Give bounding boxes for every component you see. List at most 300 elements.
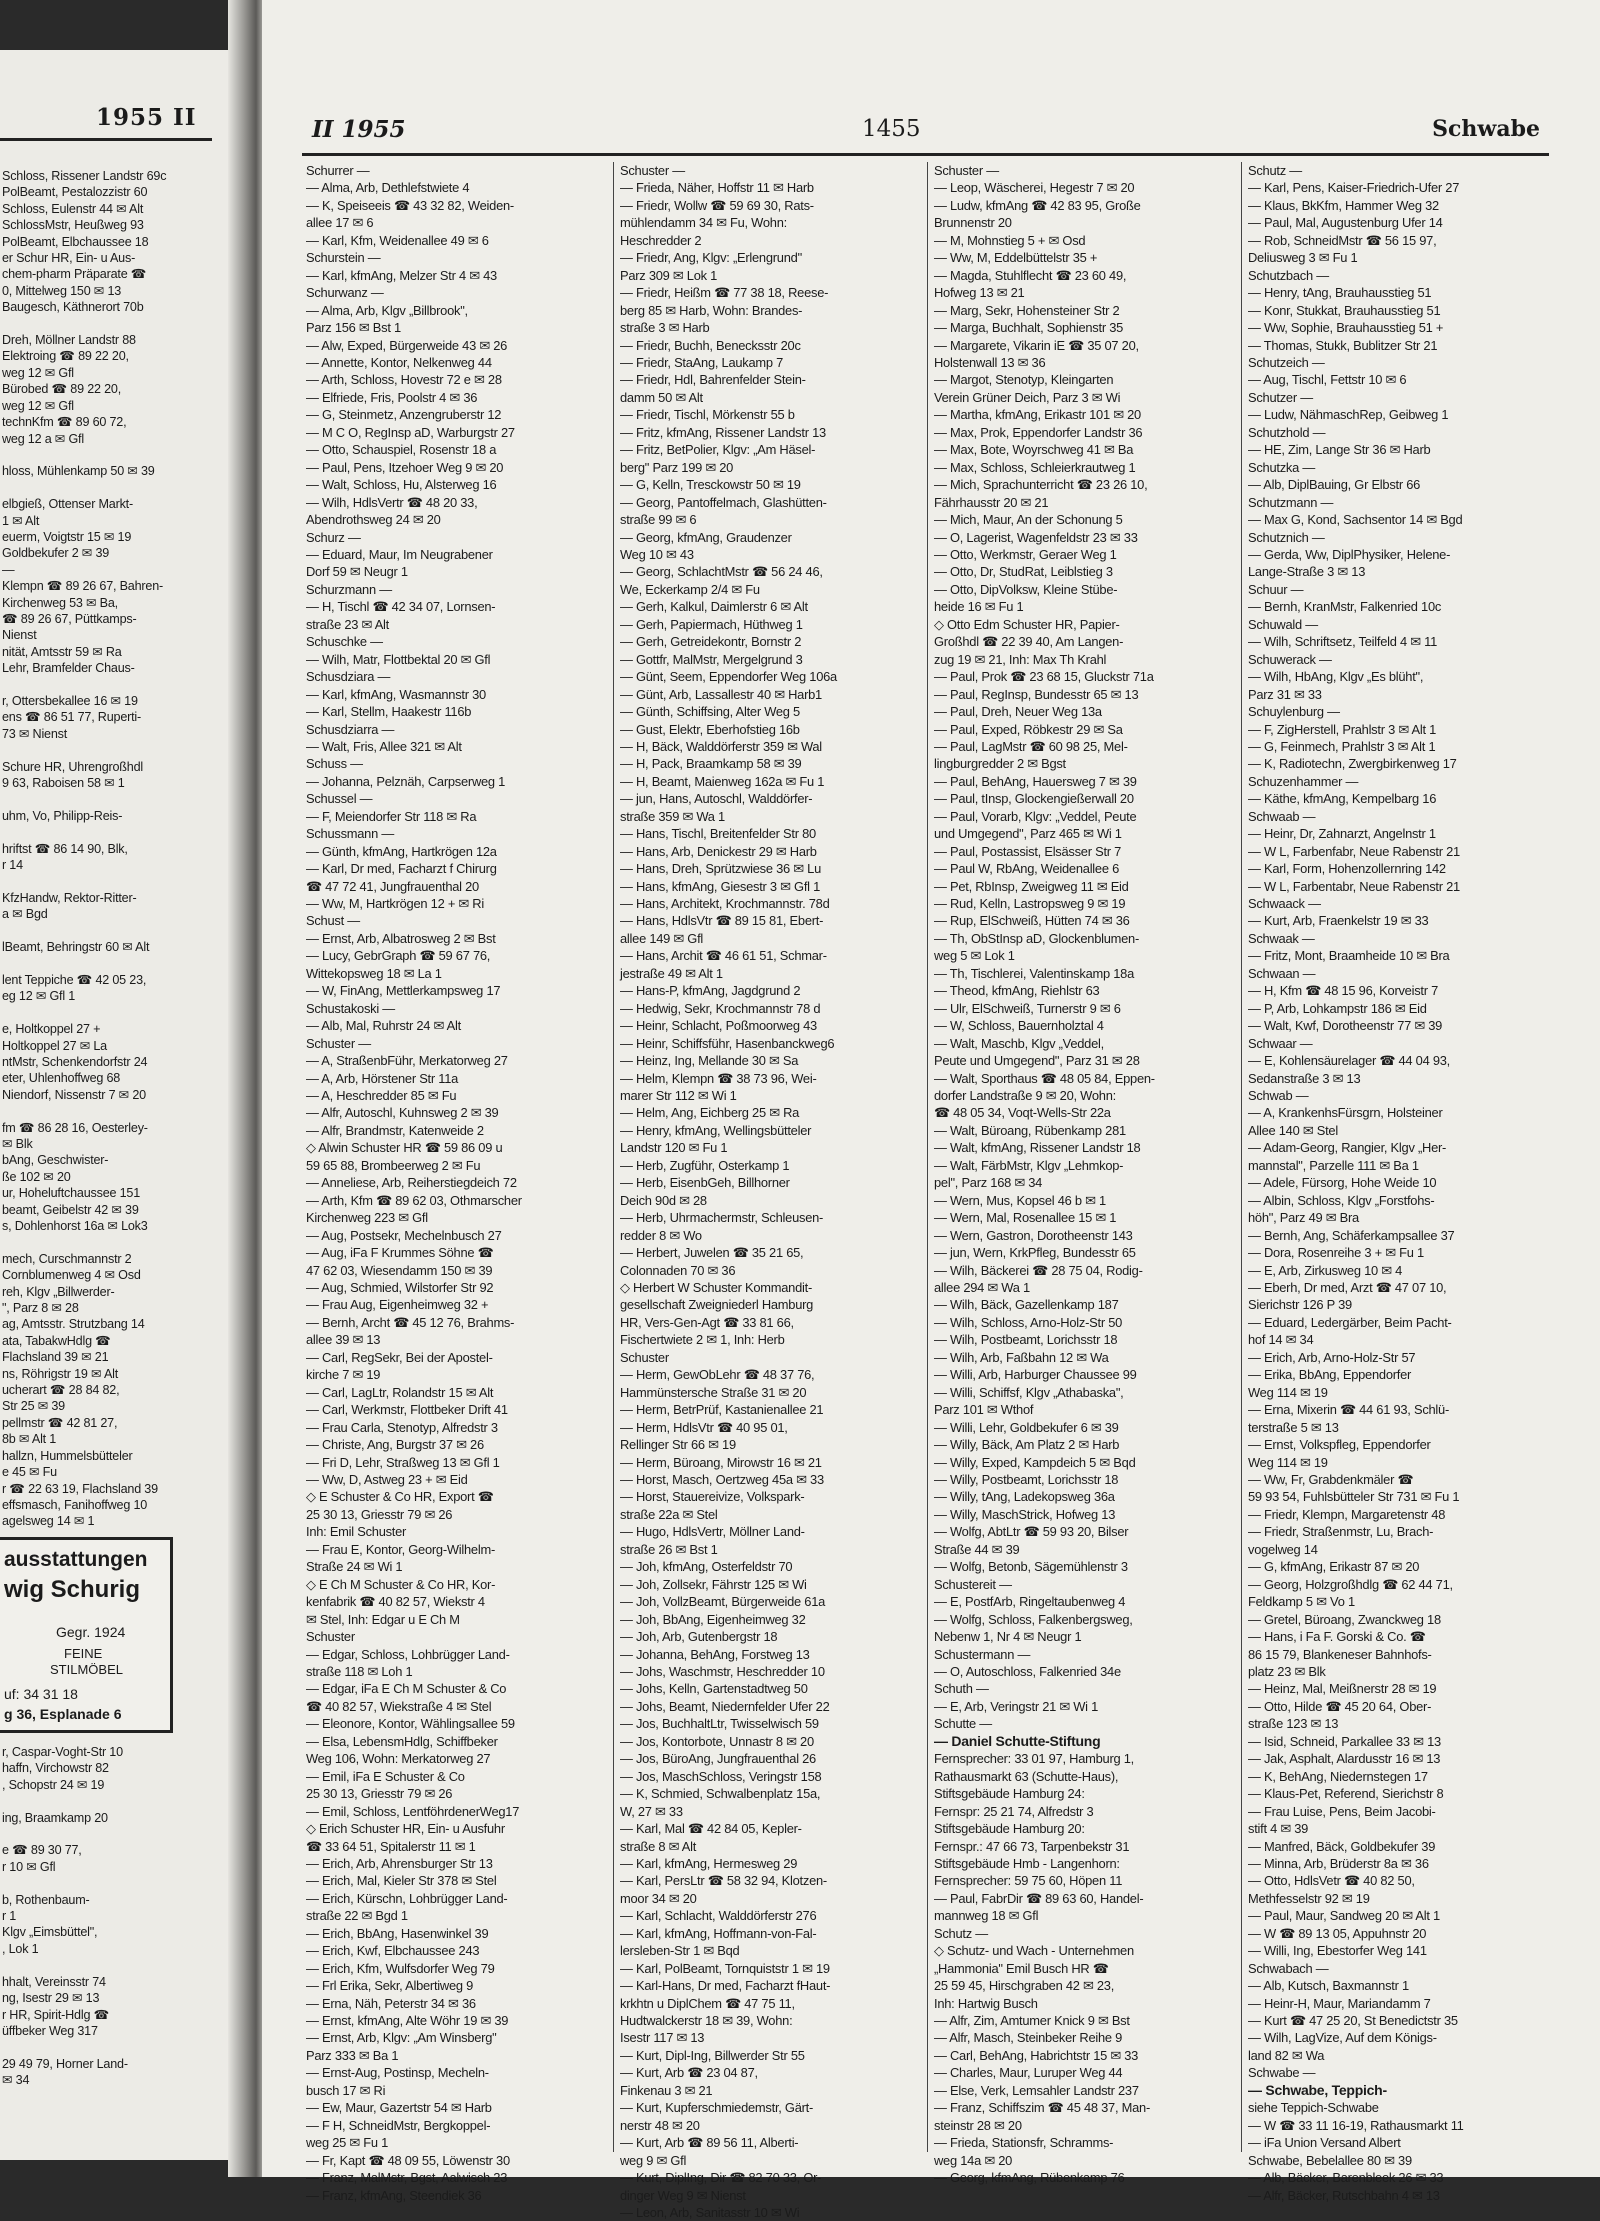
directory-entry-line: — Klaus-Pet, Referend, Sierichstr 8 — [1248, 1786, 1444, 1802]
directory-entry-line: ng, Isestr 29 ✉ 13 — [2, 1991, 100, 2006]
directory-entry-line: — Herbert, Juwelen ☎ 35 21 65, — [620, 1245, 804, 1261]
ad-line: ausstattungen — [4, 1548, 148, 1571]
directory-entry-line: Nebenw 1, Nr 4 ✉ Neugr 1 — [934, 1629, 1082, 1645]
directory-entry-line — [2, 1234, 218, 1250]
directory-entry-line: fm ☎ 86 28 16, Oesterley- — [2, 1120, 148, 1135]
directory-entry-line: Niendorf, Nissenstr 7 ✉ 20 — [2, 1087, 146, 1102]
directory-entry-line: Schuster — — [620, 163, 685, 178]
directory-entry-line: — Karl, Form, Hohenzollernring 142 — [1248, 861, 1446, 877]
directory-entry-line: e, Holtkoppel 27 + — [2, 1022, 101, 1037]
directory-entry-line: Schuth — — [934, 1681, 989, 1697]
directory-entry-line: — Karl, Mal ☎ 42 84 05, Kepler- — [620, 1821, 802, 1837]
directory-entry-line: dinger Weg 9 ✉ Nienst — [620, 2187, 746, 2203]
directory-entry-line: — Georg, Holzgroßhdlg ☎ 62 44 71, — [1248, 1576, 1453, 1592]
directory-entry-line: damm 50 ✉ Alt — [620, 389, 703, 405]
directory-entry-line: — K, Schmied, Schwalbenplatz 15a, — [620, 1786, 821, 1802]
directory-entry-line: — Ernst, Arb, Albatrosweg 2 ✉ Bst — [306, 930, 496, 946]
directory-entry-line: Schusdziarra — — [306, 721, 395, 737]
directory-entry-line: , Lok 1 — [2, 1941, 39, 1956]
directory-entry-line: nität, Amtsstr 59 ✉ Ra — [2, 644, 122, 659]
directory-entry-line: — Karl, Kfm, Weidenallee 49 ✉ 6 — [306, 232, 489, 248]
directory-entry-line: — Carl, Werkmstr, Flottbeker Drift 41 — [306, 1402, 508, 1418]
directory-entry-line: — Max, Bote, Woyrschweg 41 ✉ Ba — [934, 442, 1134, 458]
directory-entry-line: — Heinr, Schlacht, Poßmoorweg 43 — [620, 1018, 817, 1034]
directory-entry-line: — F, Meiendorfer Str 118 ✉ Ra — [306, 808, 477, 824]
directory-entry-line: — Willy, Postbeamt, Lorichsstr 18 — [934, 1471, 1119, 1487]
directory-entry-line: — Paul, Mal, Augustenburg Ufer 14 — [1248, 215, 1443, 231]
directory-entry-line: , Schopstr 24 ✉ 19 — [2, 1777, 105, 1792]
directory-entry-line: 29 49 79, Horner Land- — [2, 2056, 128, 2071]
directory-entry-line: — Max, Schloss, Schleierkrautweg 1 — [934, 459, 1136, 475]
directory-entry-line: Schuzenhammer — — [1248, 773, 1359, 789]
directory-entry-line: — H, Bäck, Walddörferstr 359 ✉ Wal — [620, 738, 822, 754]
directory-entry-line: — Henry, tAng, Brauhausstieg 51 — [1248, 285, 1432, 301]
directory-entry-line: Fernspr: 25 21 74, Alfredstr 3 — [934, 1803, 1094, 1819]
directory-entry-line: — Wilh, Arb, Faßbahn 12 ✉ Wa — [934, 1349, 1109, 1365]
directory-entry-line: — F H, SchneidMstr, Bergkoppel- — [306, 2117, 491, 2133]
directory-entry-line: — Fritz, BetPolier, Klgv: „Am Häsel- — [620, 442, 816, 458]
directory-entry-line: — Paul W, RbAng, Weidenallee 6 — [934, 861, 1120, 877]
directory-entry-line: weg 12 a ✉ Gfl — [2, 431, 84, 446]
directory-entry-line: — K, Radiotechn, Zwergbirkenweg 17 — [1248, 756, 1457, 772]
directory-entry-line: — Jos, BuchhaltLtr, Twisselwisch 59 — [620, 1716, 819, 1732]
directory-entry-line: pel", Parz 168 ✉ 34 — [934, 1175, 1043, 1191]
directory-entry-line: KfzHandw, Rektor-Ritter- — [2, 890, 137, 905]
directory-entry-line: — Fri D, Lehr, Straßweg 13 ✉ Gfl 1 — [306, 1454, 500, 1470]
directory-entry-line: — jun, Hans, Autoschl, Walddörfer- — [620, 791, 813, 807]
directory-entry-line: — Paul, LagMstr ☎ 60 98 25, Mel- — [934, 738, 1128, 754]
directory-entry-line: — Walt, Sporthaus ☎ 48 05 84, Eppen- — [934, 1070, 1155, 1086]
directory-entry-line: — Albin, Schloss, Klgv „Forstfohs- — [1248, 1192, 1435, 1208]
directory-entry-line: — Franz, kfmAng, Steendiek 36 — [306, 2187, 482, 2203]
directory-entry-line — [2, 480, 218, 496]
directory-columns — [302, 162, 1552, 2221]
directory-entry-line: — Franz, Schiffszim ☎ 45 48 37, Man- — [934, 2100, 1151, 2116]
directory-entry-line: — Adam-Georg, Rangier, Klgv „Her- — [1248, 1140, 1447, 1156]
directory-entry-line: — H, Pack, Braamkamp 58 ✉ 39 — [620, 756, 802, 772]
directory-entry-line: — Elsa, LebensmHdlg, Schiffbeker — [306, 1733, 498, 1749]
directory-entry-line: — Kurt, Dipl-Ing, Billwerder Str 55 — [620, 2047, 805, 2063]
directory-entry-line: Schwabach — — [1248, 1960, 1329, 1976]
directory-entry-line: — Hans, Architekt, Krochmannstr. 78d — [620, 896, 830, 912]
directory-entry-line: — Otto, HdlsVetr ☎ 40 82 50, — [1248, 1873, 1415, 1889]
directory-entry-line: berg" Parz 199 ✉ 20 — [620, 459, 734, 475]
directory-entry-line: r HR, Spirit-Hdlg ☎ — [2, 2007, 110, 2022]
directory-entry-line: — Kurt, Arb ☎ 89 56 11, Alberti- — [620, 2135, 799, 2151]
directory-entry-line: — Karl-Hans, Dr med, Facharzt fHaut- — [620, 1978, 831, 1994]
directory-entry-line: elbgieß, Ottenser Markt- — [2, 497, 133, 512]
directory-entry-line: — Gust, Elektr, Eberhofstieg 16b — [620, 721, 800, 737]
directory-entry-line: — Günt, Seem, Eppendorfer Weg 106a — [620, 669, 837, 685]
directory-column-3 — [934, 162, 1232, 2186]
directory-entry-line: — Erich, Arb, Arno-Holz-Str 57 — [1248, 1349, 1416, 1365]
directory-entry-line: Schutzhold — — [1248, 424, 1326, 440]
directory-entry-line: — Jos, Kontorbote, Unnastr 8 ✉ 20 — [620, 1733, 814, 1749]
directory-entry-line: — Walt, Maschb, Klgv „Veddel, — [934, 1035, 1104, 1051]
directory-page — [262, 0, 1600, 2221]
directory-entry-line: mühlendamm 34 ✉ Fu, Wohn: — [620, 215, 787, 231]
directory-entry-line — [2, 791, 218, 807]
page-number: 1455 — [862, 116, 921, 142]
directory-entry-line: — Ludw, kfmAng ☎ 42 83 95, Große — [934, 197, 1141, 213]
directory-entry-line: — Paul, Postassist, Elsässer Str 7 — [934, 843, 1122, 859]
directory-entry-line: — Erich, Arb, Ahrensburger Str 13 — [306, 1855, 493, 1871]
directory-entry-line: — Friedr, Klempn, Margaretenstr 48 — [1248, 1506, 1446, 1522]
directory-entry-line: — Aug, Schmied, Wilstorfer Str 92 — [306, 1280, 494, 1295]
directory-entry-line: Str 25 ✉ 39 — [2, 1399, 65, 1414]
directory-entry-line: — H, Tischl ☎ 42 34 07, Lornsen- — [306, 599, 496, 615]
directory-entry-line: Landstr 120 ✉ Fu 1 — [620, 1140, 728, 1156]
directory-entry-line: — Hans, kfmAng, Giesestr 3 ✉ Gfl 1 — [620, 878, 821, 894]
directory-entry-line: Elektroing ☎ 89 22 20, — [2, 349, 129, 364]
directory-entry-line: Schuschke — — [306, 634, 383, 650]
directory-entry-line: 1 ✉ Alt — [2, 513, 40, 528]
directory-entry-line: — Alb, Bäcker, Barenbleek 26 ✉ 33 — [1248, 2170, 1444, 2186]
directory-entry-line: Straße 44 ✉ 39 — [934, 1541, 1020, 1557]
directory-entry-line: — Johanna, BehAng, Forstweg 13 — [620, 1646, 810, 1662]
directory-entry-line: — Gottfr, MalMstr, Mergelgrund 3 — [620, 651, 803, 667]
directory-entry-line: b, Rothenbaum- — [2, 1892, 90, 1907]
directory-entry-line — [2, 1005, 218, 1021]
directory-entry-line: r, Ottersbekallee 16 ✉ 19 — [2, 694, 138, 708]
directory-entry-line: — Aug, Tischl, Fettstr 10 ✉ 6 — [1248, 372, 1407, 388]
directory-entry-line: — Joh, Arb, Gutenbergstr 18 — [620, 1629, 778, 1645]
directory-entry-line: Holtkoppel 27 ✉ La — [2, 1038, 107, 1053]
directory-entry-line: Schutte — — [934, 1716, 992, 1732]
directory-entry-line: Schuylenburg — — [1248, 704, 1340, 720]
directory-entry-line: allee 17 ✉ 6 — [306, 215, 374, 231]
directory-entry-line: — Carl, LagLtr, Rolandstr 15 ✉ Alt — [306, 1384, 494, 1400]
directory-entry-line: — Jak, Asphalt, Alardusstr 16 ✉ 13 — [1248, 1751, 1441, 1767]
directory-entry-line: — Dora, Rosenreihe 3 + ✉ Fu 1 — [1248, 1245, 1424, 1261]
directory-entry-line: Nienst — [2, 628, 37, 643]
directory-entry-line: — Friedr, Wollw ☎ 59 69 30, Rats- — [620, 197, 814, 213]
directory-entry-line: lersleben-Str 1 ✉ Bqd — [620, 1943, 740, 1959]
directory-entry-line: Cornblumenweg 4 ✉ Osd — [2, 1268, 141, 1283]
directory-entry-line: Weg 10 ✉ 43 — [620, 546, 694, 562]
directory-entry-line: — Wern, Gastron, Dorotheenstr 143 — [934, 1227, 1133, 1243]
directory-entry-line: — Daniel Schutte-Stiftung — [934, 1732, 1101, 1749]
directory-entry-line: — Günt, Arb, Lassallestr 40 ✉ Harb1 — [620, 686, 822, 702]
directory-entry-line: allee 39 ✉ 13 — [306, 1332, 381, 1348]
directory-entry-line: ", Parz 8 ✉ 28 — [2, 1301, 79, 1316]
directory-entry-line: — Magda, Stuhlflecht ☎ 23 60 49, — [934, 267, 1127, 283]
directory-entry-line: — Henry, kfmAng, Wellingsbütteler — [620, 1122, 812, 1138]
directory-entry-line: — Ww, Fr, Grabdenkmäler ☎ — [1248, 1471, 1414, 1487]
directory-entry-line: — Fr, Kapt ☎ 48 09 55, Löwenstr 30 — [306, 2152, 510, 2168]
directory-entry-line: ing, Braamkamp 20 — [2, 1810, 108, 1825]
directory-entry-line: — Fritz, Mont, Braamheide 10 ✉ Bra — [1248, 948, 1450, 964]
directory-entry-line: — Karl, kfmAng, Wasmannstr 30 — [306, 686, 486, 702]
directory-entry-line: busch 17 ✉ Ri — [306, 2082, 386, 2098]
directory-entry-line: — Wilh, LagVize, Auf dem Königs- — [1248, 2030, 1437, 2046]
directory-entry-line: ◇ Herbert W Schuster Kommandit- — [620, 1280, 812, 1295]
directory-entry-line: hallzn, Hummelsbütteler — [2, 1448, 133, 1463]
directory-entry-line: Schwaan — — [1248, 965, 1316, 981]
directory-entry-line: — Erna, Näh, Peterstr 34 ✉ 36 — [306, 1995, 476, 2011]
directory-entry-line: PolBeamt, Elbchaussee 18 — [2, 234, 149, 249]
directory-entry-line: — W ☎ 89 13 05, Appuhnstr 20 — [1248, 1925, 1427, 1941]
directory-entry-line: marer Str 112 ✉ Wi 1 — [620, 1088, 737, 1104]
directory-entry-line: gesellschaft Zweigniederl Hamburg — [620, 1297, 814, 1313]
directory-entry-line: — Max, Prok, Eppendorfer Landstr 36 — [934, 424, 1143, 440]
directory-entry-line: Schustermann — — [934, 1646, 1031, 1662]
directory-entry-line: — Horst, Masch, Oertzweg 45a ✉ 33 — [620, 1471, 824, 1487]
directory-entry-line: Schustakoski — — [306, 1000, 395, 1016]
directory-entry-line: — E, Kohlensäurelager ☎ 44 04 93, — [1248, 1053, 1451, 1069]
directory-entry-line: — iFa Union Versand Albert — [1248, 2135, 1401, 2151]
directory-column-4 — [1248, 162, 1546, 2203]
directory-entry-line: — Mich, Sprachunterricht ☎ 23 26 10, — [934, 477, 1148, 493]
directory-entry-line: — Willi, Ing, Ebestorfer Weg 141 — [1248, 1943, 1427, 1959]
directory-entry-line: haffn, Virchowstr 82 — [2, 1761, 109, 1776]
directory-entry-line: — Friedr, StaAng, Laukamp 7 — [620, 354, 784, 370]
directory-entry-line: — Gerh, Papiermach, Hüthweg 1 — [620, 616, 803, 632]
directory-entry-line: — Frieda, Näher, Hoffstr 11 ✉ Harb — [620, 180, 814, 196]
directory-entry-line: Schuwerack — — [1248, 651, 1332, 667]
facing-page-rule — [0, 138, 212, 141]
directory-entry-line: — Kurt, Arb ☎ 23 04 87, — [620, 2065, 758, 2081]
directory-entry-line: — Willi, Schiffsf, Klgv „Athabaska", — [934, 1384, 1124, 1400]
directory-entry-line: — A, KrankenhsFürsgrn, Holsteiner — [1248, 1105, 1443, 1121]
directory-entry-line: — Leop, Wäscherei, Hegestr 7 ✉ 20 — [934, 180, 1135, 196]
directory-entry-line: — Karl, Pens, Kaiser-Friedrich-Ufer 27 — [1248, 180, 1460, 196]
directory-entry-line: — Wilh, HdlsVertr ☎ 48 20 33, — [306, 494, 478, 510]
directory-entry-line: Schutzka — — [1248, 459, 1315, 475]
directory-entry-line: Lange-Straße 3 ✉ 13 — [1248, 564, 1366, 580]
directory-entry-line: Brunnenstr 20 — [934, 215, 1012, 231]
directory-entry-line: Straße 24 ✉ Wi 1 — [306, 1559, 403, 1575]
directory-entry-line: Weg 106, Wohn: Merkatorweg 27 — [306, 1751, 491, 1767]
directory-entry-line: — Lucy, GebrGraph ☎ 59 67 76, — [306, 948, 491, 964]
directory-entry-line: — Wilh, Matr, Flottbektal 20 ✉ Gfl — [306, 651, 491, 667]
directory-entry-line: straße 359 ✉ Wa 1 — [620, 808, 725, 824]
directory-entry-line: — Georg, SchlachtMstr ☎ 56 24 46, — [620, 564, 823, 580]
directory-entry-line: siehe Teppich-Schwabe — [1248, 2100, 1379, 2116]
directory-entry-line: Schurrer — — [306, 163, 370, 178]
directory-entry-line: land 82 ✉ Wa — [1248, 2047, 1325, 2063]
directory-entry-line: ✉ Stel, Inh: Edgar u E Ch M — [306, 1611, 460, 1627]
directory-entry-line: — Anneliese, Arb, Reiherstiegdeich 72 — [306, 1175, 517, 1191]
ad-line: Gegr. 1924 — [56, 1624, 126, 1640]
directory-entry-line: terstraße 5 ✉ 13 — [1248, 1419, 1339, 1435]
directory-entry-line: ucherart ☎ 28 84 82, — [2, 1383, 120, 1398]
directory-entry-line: — Ernst, Volkspfleg, Eppendorfer — [1248, 1437, 1431, 1453]
directory-entry-line: — W L, Farbentabr, Neue Rabenstr 21 — [1248, 878, 1460, 894]
directory-entry-line: ☎ 48 05 34, Voqt-Wells-Str 22a — [934, 1105, 1111, 1121]
directory-entry-line: Kirchenweg 223 ✉ Gfl — [306, 1210, 428, 1226]
directory-entry-line: — Ww, Sophie, Brauhausstieg 51 + — [1248, 320, 1444, 336]
directory-entry-line: — P, Arb, Lohkampstr 186 ✉ Eid — [1248, 1000, 1427, 1016]
directory-entry-line: 0, Mittelweg 150 ✉ 13 — [2, 283, 122, 298]
directory-entry-line: — F, ZigHerstell, Prahlstr 3 ✉ Alt 1 — [1248, 721, 1437, 737]
directory-entry-line: höh", Parz 49 ✉ Bra — [1248, 1210, 1359, 1226]
directory-entry-line: — Johanna, Pelznäh, Carpserweg 1 — [306, 773, 506, 789]
directory-entry-line: Holstenwall 13 ✉ 36 — [934, 354, 1046, 370]
directory-entry-line: — Elfriede, Fris, Poolstr 4 ✉ 36 — [306, 389, 478, 405]
ad-line: FEINE — [64, 1646, 103, 1661]
directory-entry-line: 59 65 88, Brombeerweg 2 ✉ Fu — [306, 1157, 481, 1173]
directory-entry-line: zug 19 ✉ 21, Inh: Max Th Krahl — [934, 651, 1107, 667]
directory-entry-line: ◇ E Ch M Schuster & Co HR, Kor- — [306, 1576, 496, 1592]
directory-entry-line: — Erna, Mixerin ☎ 44 61 93, Schlü- — [1248, 1402, 1450, 1418]
directory-entry-line: — Margot, Stenotyp, Kleingarten — [934, 372, 1114, 388]
directory-entry-line: weg 9 ✉ Gfl — [620, 2152, 687, 2168]
directory-entry-line: ◇ Alwin Schuster HR ☎ 59 86 09 u — [306, 1140, 503, 1156]
directory-entry-line: — Alfr, Masch, Steinbeker Reihe 9 — [934, 2030, 1123, 2046]
directory-entry-line: weg 14a ✉ 20 — [934, 2152, 1013, 2168]
directory-entry-line: — Karl, PersLtr ☎ 58 32 94, Klotzen- — [620, 1873, 827, 1889]
directory-entry-line: Schurstein — — [306, 250, 381, 266]
directory-entry-line: ur, Hoheluftchaussee 151 — [2, 1186, 141, 1201]
directory-entry-line: — Theod, kfmAng, Riehlstr 63 — [934, 983, 1100, 999]
directory-entry-line: — Erich, BbAng, Hasenwinkel 39 — [306, 1925, 489, 1941]
directory-entry-line: — Rup, ElSchweiß, Hütten 74 ✉ 36 — [934, 913, 1130, 929]
directory-entry-line: — Walt, Fris, Allee 321 ✉ Alt — [306, 738, 462, 754]
directory-entry-line: heide 16 ✉ Fu 1 — [934, 599, 1024, 615]
directory-entry-line: — Jos, BüroAng, Jungfrauenthal 26 — [620, 1751, 816, 1767]
directory-entry-line: — Helm, Ang, Eichberg 25 ✉ Ra — [620, 1105, 800, 1121]
directory-entry-line: straße 23 ✉ Alt — [306, 616, 389, 632]
directory-entry-line: — Hugo, HdlsVertr, Möllner Land- — [620, 1524, 805, 1540]
directory-entry-line: — Christe, Ang, Burgstr 37 ✉ 26 — [306, 1437, 484, 1453]
directory-entry-line: Schutzmann — — [1248, 494, 1334, 510]
directory-entry-line: — Karl, kfmAng, Hermesweg 29 — [620, 1855, 798, 1871]
directory-entry-line: — Hans, i Fa F. Gorski & Co. ☎ — [1248, 1629, 1426, 1645]
page-header — [262, 106, 1600, 146]
directory-entry-line: — Erika, BbAng, Eppendorfer — [1248, 1367, 1412, 1383]
directory-entry-line: straße 22a ✉ Stel — [620, 1506, 718, 1522]
directory-entry-line: straße 22 ✉ Bgd 1 — [306, 1908, 408, 1924]
directory-entry-line — [2, 824, 218, 840]
directory-entry-line: — Paul, Dreh, Neuer Weg 13a — [934, 704, 1102, 720]
directory-entry-line: Schuster — — [934, 163, 999, 178]
directory-entry-line: Schurzmann — — [306, 581, 392, 597]
directory-entry-line: eg 12 ✉ Gfl 1 — [2, 989, 76, 1004]
directory-entry-line: e 45 ✉ Fu — [2, 1465, 57, 1480]
directory-entry-line: — Thomas, Stukk, Bublitzer Str 21 — [1248, 337, 1438, 353]
directory-entry-line: — Friedr, Hdl, Bahrenfelder Stein- — [620, 372, 806, 388]
directory-entry-line: 73 ✉ Nienst — [2, 726, 68, 741]
directory-entry-line: hof 14 ✉ 34 — [1248, 1332, 1314, 1348]
directory-entry-line: — Herm, Büroang, Mirowstr 16 ✉ 21 — [620, 1454, 822, 1470]
directory-entry-line: 25 30 13, Griesstr 79 ✉ 26 — [306, 1506, 453, 1522]
directory-entry-line: — Erich, Mal, Kieler Str 378 ✉ Stel — [306, 1873, 497, 1889]
directory-entry-line: — G, Feinmech, Prahlstr 3 ✉ Alt 1 — [1248, 738, 1436, 754]
directory-entry-line: — Helm, Klempn ☎ 38 73 96, Wei- — [620, 1070, 817, 1086]
directory-entry-line: — Heinr-H, Maur, Mariandamm 7 — [1248, 1995, 1431, 2011]
directory-entry-line: — Ew, Maur, Gazertstr 54 ✉ Harb — [306, 2100, 492, 2116]
directory-column-1 — [306, 162, 604, 2203]
directory-entry-line: r 14 — [2, 858, 23, 873]
directory-entry-line: Parz 156 ✉ Bst 1 — [306, 320, 401, 336]
directory-entry-line: berg 85 ✉ Harb, Wohn: Brandes- — [620, 302, 803, 318]
directory-entry-line: — W, Schloss, Bauernholztal 4 — [934, 1018, 1104, 1034]
directory-entry-line: — Arth, Schloss, Hovestr 72 e ✉ 28 — [306, 372, 502, 388]
directory-entry-line: — Paul, Vorarb, Klgv: „Veddel, Peute — [934, 808, 1137, 824]
directory-entry-line: 47 62 03, Wiesendamm 150 ✉ 39 — [306, 1262, 493, 1278]
directory-entry-line: — Heinr, Dr, Zahnarzt, Angelnstr 1 — [1248, 826, 1436, 842]
directory-entry-line: — Adele, Fürsorg, Hohe Weide 10 — [1248, 1175, 1437, 1191]
directory-entry-line: Schutz — — [1248, 163, 1302, 178]
directory-entry-line: — Herm, BetrPrüf, Kastanienallee 21 — [620, 1402, 824, 1418]
directory-entry-line — [2, 742, 218, 758]
directory-entry-line: — E, Arb, Zirkusweg 10 ✉ 4 — [1248, 1262, 1403, 1278]
directory-entry-line: — Max G, Kond, Sachsentor 14 ✉ Bgd — [1248, 512, 1463, 528]
ad-line: g 36, Esplanade 6 — [4, 1706, 122, 1722]
directory-entry-line: ntMstr, Schenkendorfstr 24 — [2, 1054, 148, 1069]
directory-entry-line: — A, Heschredder 85 ✉ Fu — [306, 1088, 457, 1104]
directory-entry-line: — Eduard, Ledergärber, Beim Pacht- — [1248, 1314, 1452, 1330]
directory-entry-line: — Minna, Arb, Brüderstr 8a ✉ 36 — [1248, 1855, 1429, 1871]
directory-entry-line: — Willy, MaschStrick, Hofweg 13 — [934, 1506, 1116, 1522]
header-rule — [302, 153, 1549, 156]
directory-entry-line: Deliusweg 3 ✉ Fu 1 — [1248, 250, 1358, 266]
directory-entry-line: — Otto, Werkmstr, Geraer Weg 1 — [934, 546, 1117, 562]
directory-entry-line: Weg 114 ✉ 19 — [1248, 1454, 1328, 1470]
directory-entry-line: kenfabrik ☎ 40 82 57, Wiekstr 4 — [306, 1594, 485, 1610]
directory-entry-line: — Joh, kfmAng, Osterfeldstr 70 — [620, 1559, 793, 1575]
directory-entry-line: — Emil, Schloss, LentföhrdenerWeg17 — [306, 1803, 520, 1819]
directory-entry-line: — Georg, kfmAng, Rübenkamp 76 — [934, 2170, 1125, 2186]
directory-entry-line: 9 63, Raboisen 58 ✉ 1 — [2, 776, 125, 791]
directory-entry-line: — Georg, kfmAng, Graudenzer — [620, 529, 792, 545]
directory-entry-line: Schutznich — — [1248, 529, 1325, 545]
directory-entry-line: — E, Arb, Veringstr 21 ✉ Wi 1 — [934, 1698, 1099, 1714]
directory-entry-line: — H, Kfm ☎ 48 15 96, Korveistr 7 — [1248, 983, 1439, 999]
directory-entry-line: — Willy, Bäck, Am Platz 2 ✉ Harb — [934, 1437, 1120, 1453]
directory-entry-line: Verein Grüner Deich, Parz 3 ✉ Wi — [934, 389, 1121, 405]
directory-entry-line: — Ernst, Arb, Klgv: „Am Winsberg" — [306, 2030, 497, 2046]
directory-entry-line: — Wern, Mus, Kopsel 46 b ✉ 1 — [934, 1192, 1106, 1208]
directory-entry-line: — Emil, iFa E Schuster & Co — [306, 1768, 465, 1784]
directory-entry-line: — Edgar, Schloss, Lohbrügger Land- — [306, 1646, 510, 1662]
directory-entry-line: — G, Kelln, Tresckowstr 50 ✉ 19 — [620, 477, 801, 493]
directory-entry-line: — Martha, kfmAng, Erikastr 101 ✉ 20 — [934, 407, 1141, 423]
directory-entry-line: — Alb, Mal, Ruhrstr 24 ✉ Alt — [306, 1018, 461, 1034]
directory-entry-line: — Paul, Pens, Itzehoer Weg 9 ✉ 20 — [306, 459, 504, 475]
directory-entry-line: — Alfr, Zim, Amtumer Knick 9 ✉ Bst — [934, 2013, 1130, 2029]
directory-entry-line: Stiftsgebäude Hmb - Langenhorn: — [934, 1855, 1120, 1871]
directory-entry-line: technKfm ☎ 89 60 72, — [2, 415, 127, 430]
directory-entry-line: chem-pharm Präparate ☎ — [2, 267, 147, 282]
directory-entry-line: — Bernh, KranMstr, Falkenried 10c — [1248, 599, 1442, 615]
directory-entry-line: — Jos, MaschSchloss, Veringstr 158 — [620, 1768, 822, 1784]
directory-entry-line: — Klaus, BkKfm, Hammer Weg 32 — [1248, 197, 1439, 213]
directory-entry-line: Schussel — — [306, 791, 373, 807]
directory-entry-line: — Otto, Hilde ☎ 45 20 64, Ober- — [1248, 1698, 1432, 1714]
directory-entry-line: ✉ 34 — [2, 2073, 30, 2088]
directory-entry-line: — Hedwig, Sekr, Krochmannstr 78 d — [620, 1000, 821, 1016]
directory-entry-line: kirche 7 ✉ 19 — [306, 1367, 381, 1383]
directory-entry-line: Dorf 59 ✉ Neugr 1 — [306, 564, 408, 580]
facing-page-entries — [2, 168, 218, 1530]
directory-entry-line: lingburgredder 2 ✉ Bgst — [934, 756, 1066, 772]
directory-entry-line: — Hans-P, kfmAng, Jagdgrund 2 — [620, 983, 801, 999]
directory-entry-line: Schutzer — — [1248, 389, 1313, 405]
directory-entry-line: — Herb, Uhrmachermstr, Schleusen- — [620, 1210, 824, 1226]
directory-entry-line: moor 34 ✉ 20 — [620, 1890, 697, 1906]
directory-entry-line: Stiftsgebäude Hamburg 20: — [934, 1821, 1085, 1837]
directory-entry-line: W, 27 ✉ 33 — [620, 1803, 683, 1819]
directory-entry-line: Schuur — — [1248, 581, 1304, 597]
directory-entry-line: — Friedr, Straßenmstr, Lu, Brach- — [1248, 1524, 1434, 1540]
directory-entry-line: Schust — — [306, 913, 360, 929]
directory-entry-line: — Heinz, Mal, Meißnerstr 28 ✉ 19 — [1248, 1681, 1437, 1697]
directory-entry-line: — Georg, Pantoffelmach, Glashütten- — [620, 494, 827, 510]
directory-entry-line: — Marga, Buchhalt, Sophienstr 35 — [934, 320, 1124, 336]
directory-entry-line — [2, 2039, 218, 2055]
